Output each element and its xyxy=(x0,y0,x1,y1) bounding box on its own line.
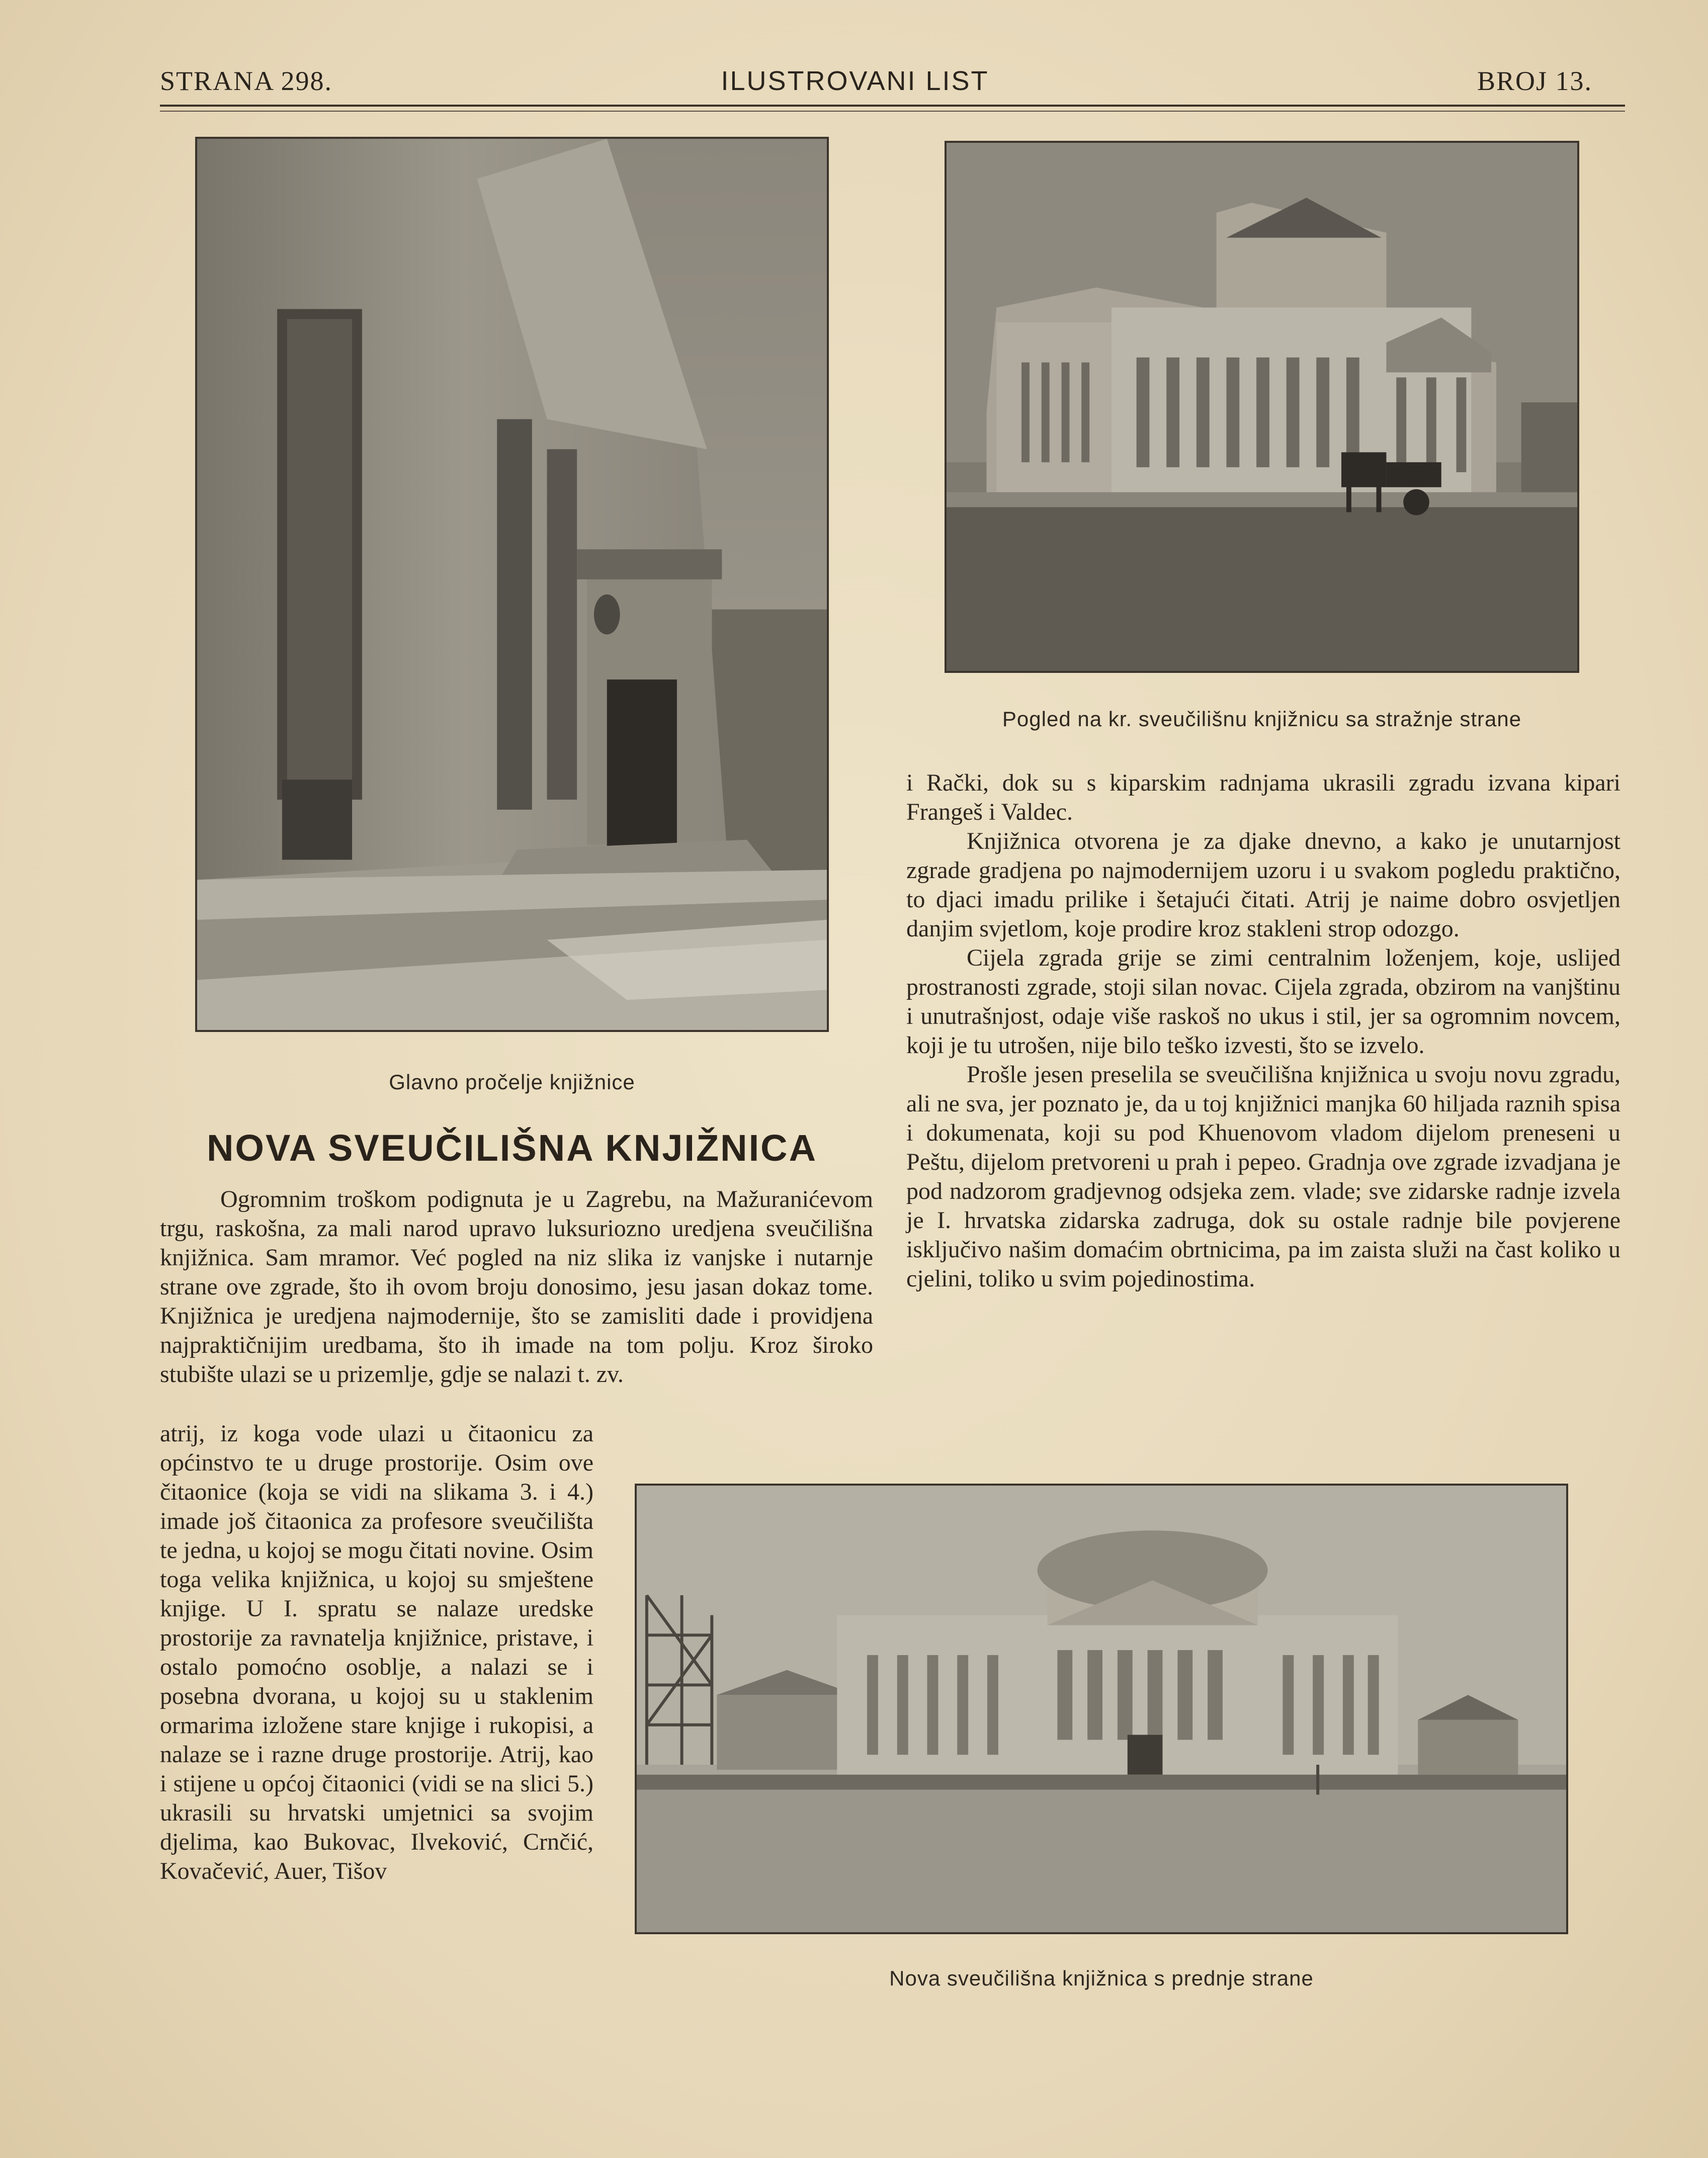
caption-front-view: Nova sveučilišna knjižnica s prednje strane xyxy=(889,1966,1314,1990)
issue-number: BROJ 13. xyxy=(1477,66,1592,96)
publication-title: ILUSTROVANI LIST xyxy=(721,66,989,96)
article-column-left-narrow xyxy=(160,1419,593,1886)
paragraph-right-3: Cijela zgrada grije se zimi centralnim loženjem, koje, uslijed prostranosti zgrade, stoji silan novac. Cijela zgrada, obzirom na vanjštinu i unutrašnjost, odaje više raskoš no ukus i stil, jer sa ogromnim novcem, koji je tu utrošen, nije bilo teško izvesti, što se izvelo. xyxy=(906,944,1620,1059)
caption-rear-view: Pogled na kr. sveučilišnu knjižnicu sa stražnje strane xyxy=(1002,707,1522,731)
rear-view-illustration xyxy=(947,143,1577,671)
paragraph-right-1: i Rački, dok su s kiparskim radnjama ukrasili zgradu izvana kipari Frangeš i Valdec. xyxy=(906,769,1620,825)
caption-main-facade: Glavno pročelje knjižnice xyxy=(389,1070,635,1094)
paragraph-right-2: Knjižnica otvorena je za djake dnevno, a kako je unutarnjost zgrade gradjena po najmodernijem uzoru i u svakom pogledu praktično, to djaci imadu prilike i šetajući čitati. Atrij je naime dobro osvjetljen danjim svjetlom, koje prodire kroz stakleni strop odozgo. xyxy=(906,828,1620,942)
paragraph-intro: Ogromnim troškom podignuta je u Zagrebu, na Mažuranićevom trgu, raskošna, za mali narod upravo luksuriozno uredjena sveučilišna knjižnica. Sam mramor. Već pogled na niz slika iz vanjske i nutarnje strane ove zgrade, što ih ovom broju donosimo, jesu jasan dokaz tome. Knjižnica je uredjena najmodernije, što se zamisliti dade i providjena najpraktičnijim uredbama, što ih imade na tom polju. Kroz široko stubište ulazi se u prizemlje, gdje se nalazi t. zv. xyxy=(160,1186,873,1388)
header-rule xyxy=(160,105,1625,107)
header-rule-thin xyxy=(160,111,1625,112)
photo-rear-view xyxy=(945,141,1579,673)
photo-main-facade xyxy=(195,137,829,1032)
photo-front-view xyxy=(635,1484,1568,1934)
article-column-left-top xyxy=(160,1185,873,1389)
paragraph-right-4: Prošle jesen preselila se sveučilišna knjižnica u svoju novu zgradu, ali ne sva, jer poznato je, da u toj knjižnici manjka 60 hiljada raznih spisa i dokumenata, koji su pod Khuenovom vladom dijelom preneseni u Peštu, dijelom pretvoreni u prah i pepeo. Gradnja ove zgrade izvadjana je pod nadzorom gradjevnog odsjeka zem. vlade; sve zidarske radnje izvela je I. hrvatska zidarska zadruga, dok su ostale radnje bile povjerene isključivo našim domaćim obrtnicima, pa im zaista služi na čast koliko u cjelini, toliko u svim pojedinostima. xyxy=(906,1061,1620,1292)
facade-illustration xyxy=(197,139,827,1030)
front-view-illustration xyxy=(637,1486,1566,1932)
paragraph-atrium: atrij, iz koga vode ulazi u čitaonicu za općinstvo te u druge prostorije. Osim ove čitaonice (koja se vidi na slikama 3. i 4.) imade još čitaonica za profesore sveučilišta te jedna, u kojoj se mogu čitati novine. Osim toga velika knjižnica, u kojoj su smještene knjige. U I. spratu se nalaze uredske prostorije za ravnatelja knjižnice, pristave, i ostalo pomoćno osoblje, a nalazi se i posebna dvorana, u kojoj su u staklenim ormarima izložene stare knjige i rukopisi, a nalaze se i razne druge prostorije. Atrij, kao i stijene u općoj čitaonici (vidi se na slici 5.) ukrasili su hrvatski umjetnici sa svojim djelima, kao Bukovac, Ilveković, Crnčić, Kovačević, Auer, Tišov xyxy=(160,1420,593,1884)
article-column-right xyxy=(906,768,1620,1293)
article-title: NOVA SVEUČILIŠNA KNJIŽNICA xyxy=(206,1127,818,1169)
page-number: STRANA 298. xyxy=(160,66,333,96)
